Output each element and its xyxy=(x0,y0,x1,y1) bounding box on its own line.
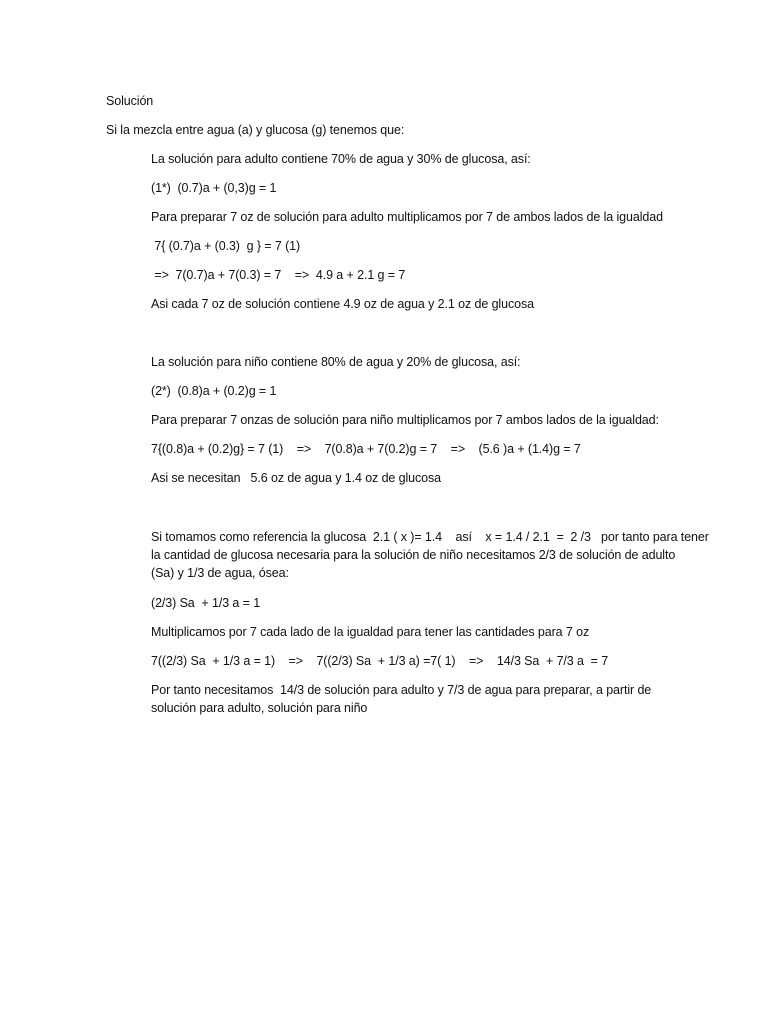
child-result: Asi se necesitan 5.6 oz de agua y 1.4 oz de glucosa xyxy=(151,471,442,485)
adult-description: La solución para adulto contiene 70% de agua y 30% de glucosa, así: xyxy=(151,152,531,166)
adult-preparation: Para preparar 7 oz de solución para adulto multiplicamos por 7 de ambos lados de la igualdad xyxy=(151,210,663,224)
reference-line-2: la cantidad de glucosa necesaria para la solución de niño necesitamos 2/3 de solución de adulto xyxy=(151,548,676,562)
adult-equation-2: 7{ (0.7)a + (0.3) g } = 7 (1) xyxy=(151,239,301,253)
reference-equation-2: 7((2/3) Sa + 1/3 a = 1) => 7((2/3) Sa + 1/3 a) =7( 1) => 14/3 Sa + 7/3 a = 7 xyxy=(151,654,609,668)
child-description: La solución para niño contiene 80% de agua y 20% de glucosa, así: xyxy=(151,355,521,369)
heading: Solución xyxy=(106,94,154,108)
child-equation-2: 7{(0.8)a + (0.2)g} = 7 (1) => 7(0.8)a + 7(0.2)g = 7 => (5.6 )a + (1.4)g = 7 xyxy=(151,442,581,456)
conclusion-line-1: Por tanto necesitamos 14/3 de solución para adulto y 7/3 de agua para preparar, a partir de xyxy=(151,683,652,697)
reference-line-1: Si tomamos como referencia la glucosa 2.1 ( x )= 1.4 así x = 1.4 / 2.1 = 2 /3 por tanto para tener xyxy=(151,530,709,544)
adult-result: Asi cada 7 oz de solución contiene 4.9 oz de agua y 2.1 oz de glucosa xyxy=(151,297,534,311)
reference-multiply: Multiplicamos por 7 cada lado de la igualdad para tener las cantidades para 7 oz xyxy=(151,625,590,639)
conclusion-line-2: solución para adulto, solución para niño xyxy=(151,701,368,715)
reference-line-3: (Sa) y 1/3 de agua, ósea: xyxy=(151,566,289,580)
intro-text: Si la mezcla entre agua (a) y glucosa (g) tenemos que: xyxy=(106,123,405,137)
child-preparation: Para preparar 7 onzas de solución para niño multiplicamos por 7 ambos lados de la igualdad: xyxy=(151,413,659,427)
reference-equation-1: (2/3) Sa + 1/3 a = 1 xyxy=(151,596,261,610)
adult-equation-1: (1*) (0.7)a + (0,3)g = 1 xyxy=(151,181,277,195)
child-equation-1: (2*) (0.8)a + (0.2)g = 1 xyxy=(151,384,277,398)
adult-equation-3: => 7(0.7)a + 7(0.3) = 7 => 4.9 a + 2.1 g = 7 xyxy=(151,268,406,282)
